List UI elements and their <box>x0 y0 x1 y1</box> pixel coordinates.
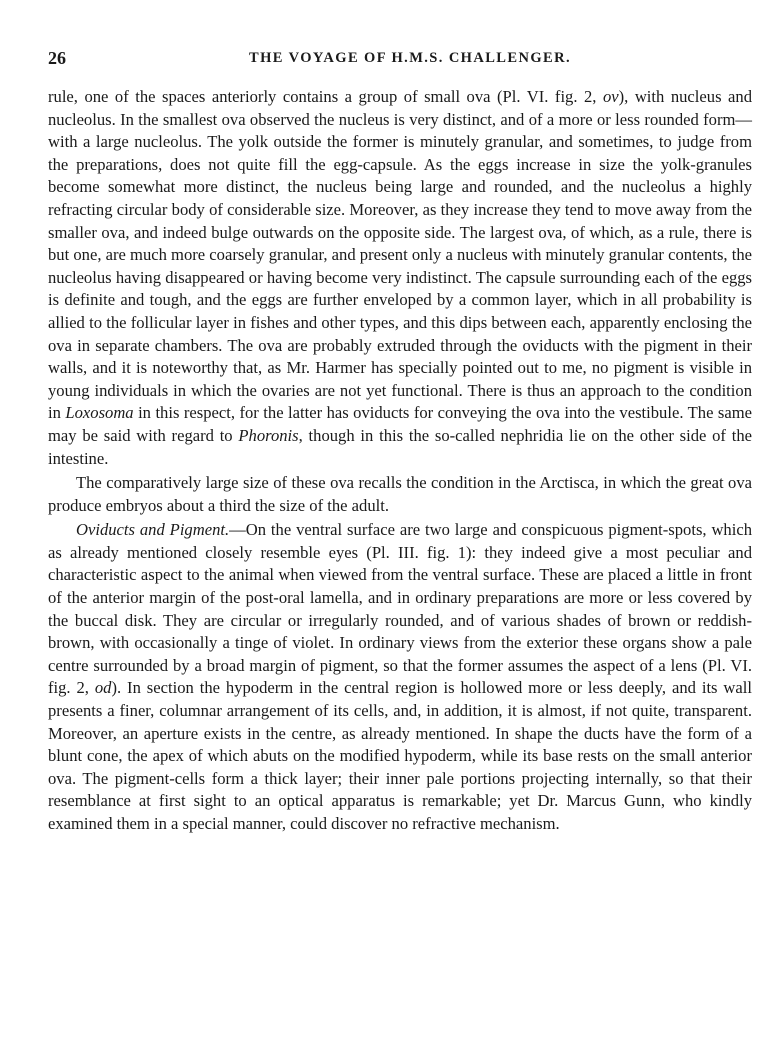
page-number: 26 <box>48 48 66 68</box>
paragraph-arctisca <box>48 472 752 517</box>
italic-text-segment: Loxosoma <box>65 403 134 423</box>
text-segment: rule, one of the spaces anteriorly contains a group of small ova (Pl. VI. fig. 2, <box>48 87 603 106</box>
page <box>48 48 752 836</box>
running-title: THE VOYAGE OF H.M.S. CHALLENGER. <box>249 50 571 66</box>
text-segment: in this respect, for the latter has oviducts for conveying the ova into the vestibule. The same may be said with regard to <box>48 403 752 445</box>
paragraph-oviducts-pigment <box>48 519 752 835</box>
page-header <box>48 48 752 72</box>
text-segment: , though in this the so-called nephridia lie on the other side of the intestine. <box>48 425 752 468</box>
text-segment: —On the ventral surface are two large and conspicuous pigment-spots, which as already mentioned closely resemble eyes (Pl. III. fig. 1): they indeed give a most peculiar and characteristic aspect to the animal when viewed from the ventral surface. These are placed a little in front of the anterior margin of the post-oral lamella, and in ordinary preparations are more or less covered by the buccal disk. They are circular or irregularly rounded, and of various shades of brown or reddish-brown, with occasionally a tinge of violet. In ordinary views from the exterior these organs show a pale centre surrounded by a broad margin of pigment, so that the former assumes the aspect of a lens (Pl. VI. fig. 2, <box>48 520 753 698</box>
italic-text-segment: ov <box>602 87 619 106</box>
italic-text-segment: Phoronis <box>238 425 299 445</box>
text-segment: ). In section the hypoderm in the central region is hollowed more or less deeply, and its wall presents a finer, columnar arrangement of its cells, and, in addition, it is almost, if not quite, transparent. Moreover, an aperture exists in the centre, as already mentioned. In shape the ducts have the form of a blunt cone, the apex of which abuts on the modified hypoderm, while its base rests on the small anterior ova. The pigment-cells form a thick layer; their inner pale portions projecting internally, so that their resemblance at first sight to an optical apparatus is remarkable; yet Dr. Marcus Gunn, who kindly examined them in a special manner, could discover no refractive mechanism. <box>48 678 752 833</box>
text-segment: ), with nucleus and nucleolus. In the smallest ova observed the nucleus is very distinct, and of a more or less rounded form—with a large nucleolus. The yolk outside the former is minutely granular, and sometimes, to judge from the preparations, does not quite fill the egg-capsule. As the eggs increase in size the yolk-granules become somewhat more distinct, the nucleus being large and rounded, and the nucleolus a highly refracting circular body of considerable size. Moreover, as they increase they tend to move away from the smaller ova, and indeed bulge outwards on the opposite side. The largest ova, of which, as a rule, there is but one, are much more coarsely granular, and present only a nucleus with minutely granular contents, the nucleolus having disappeared or having become very indistinct. The capsule surrounding each of the eggs is definite and tough, and the eggs are further enveloped by a common layer, which in all probability is allied to the follicular layer in fishes and other types, and this dips between each, apparently enclosing the ova in separate chambers. The ova are probably extruded through the oviducts with the pigment in their walls, and it is noteworthy that, as Mr. Harmer has specially pointed out to me, no pigment is visible in young individuals in which the ovaries are not yet functional. There is thus an approach to the condition in <box>48 87 752 423</box>
text-segment: The comparatively large size of these ova recalls the condition in the Arctisca, in which the great ova produce embryos about a third the size of the adult. <box>48 473 752 515</box>
body-text <box>48 86 752 836</box>
paragraph-ova <box>48 86 752 470</box>
italic-text-segment: od <box>94 678 112 698</box>
italic-text-segment: Oviducts and Pigment. <box>76 520 230 540</box>
